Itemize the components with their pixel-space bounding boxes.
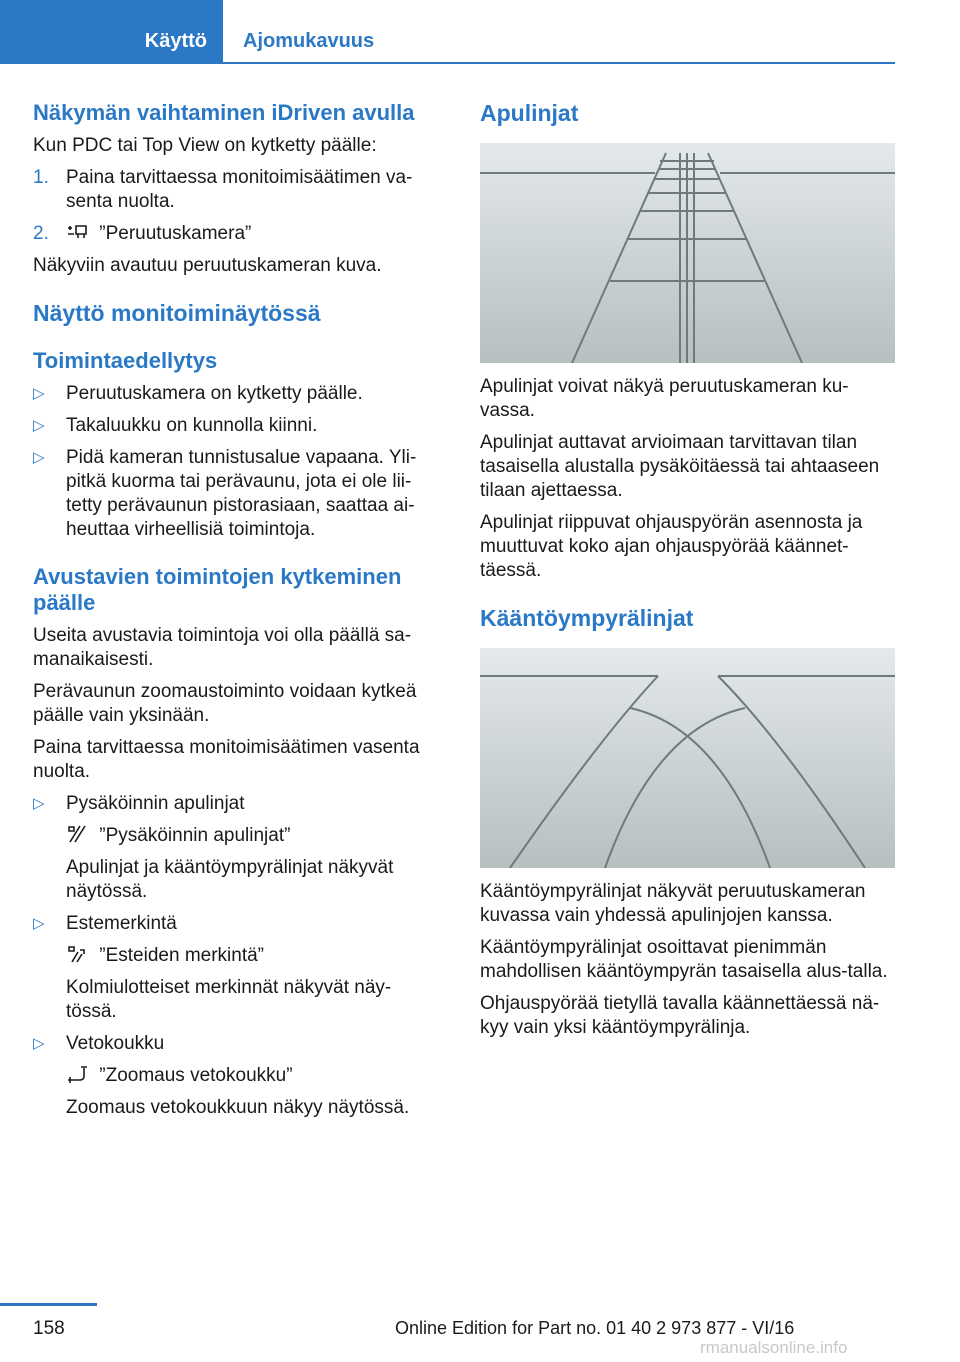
- guide-lines-paragraph-1: Apulinjat voivat näkyä peruutuskameran ku‐vassa.: [480, 376, 849, 421]
- watermark: rmanualsonline.info: [700, 1338, 848, 1357]
- step-item: [33, 166, 438, 214]
- tab-kaytto[interactable]: [0, 0, 223, 62]
- page-number: 158: [33, 1318, 65, 1339]
- left-column: [33, 100, 438, 1120]
- menu-entry: [66, 824, 438, 848]
- view-switch-steps: [33, 166, 438, 246]
- list-item: [33, 912, 438, 1024]
- obstacle-marking-icon: [66, 944, 88, 964]
- header-tabbar: [0, 0, 895, 64]
- prerequisites-list: [33, 382, 438, 542]
- section-title-guide-lines: Apulinjat: [480, 100, 579, 126]
- menu-entry-text: ”Pysäköinnin apulinjat”: [94, 825, 291, 846]
- list-item-text: Takaluukku on kunnolla kiinni.: [66, 415, 318, 436]
- turning-circle-paragraph-3: Ohjauspyörää tietyllä tavalla käännettäessä nä‐kyy vain yksi kääntöympyrälinja.: [480, 993, 880, 1038]
- list-item-desc: Zoomaus vetokoukkuun näkyy näytössä.: [66, 1097, 410, 1118]
- list-item: [33, 446, 438, 542]
- assist-paragraph-1: Useita avustavia toimintoja voi olla päällä sa‐manaikaisesti.: [33, 625, 412, 670]
- step-item: [33, 222, 438, 246]
- list-item-desc: Apulinjat ja kääntöympyrälinjat näkyvät näytössä.: [66, 857, 394, 902]
- triangle-bullet-icon: ▷: [33, 915, 45, 932]
- section-title-turning-circle: Kääntöympyrälinjat: [480, 605, 694, 631]
- tab-kaytto-label: Käyttö: [144, 30, 207, 52]
- list-item: [33, 414, 438, 438]
- section-title-assist-functions: Avustavien toimintojen kytkeminen päälle: [33, 564, 402, 615]
- assist-paragraph-3: Paina tarvittaessa monitoimisäätimen vasenta nuolta.: [33, 737, 420, 782]
- guide-lines-paragraph-3: Apulinjat riippuvat ohjauspyörän asennosta ja muuttuvat koko ajan ohjauspyörää käännet‐täessä.: [480, 512, 863, 581]
- section-title-view-switch: Näkymän vaihtaminen iDriven avulla: [33, 100, 415, 125]
- triangle-bullet-icon: ▷: [33, 417, 45, 434]
- triangle-bullet-icon: ▷: [33, 795, 45, 812]
- view-switch-intro: Kun PDC tai Top View on kytketty päälle:: [33, 135, 377, 156]
- list-item-label: Vetokoukku: [66, 1033, 165, 1054]
- view-switch-result: Näkyviin avautuu peruutuskameran kuva.: [33, 255, 382, 276]
- list-item: [33, 1032, 438, 1120]
- list-item-label: Estemerkintä: [66, 913, 177, 934]
- tow-hitch-icon: [66, 1064, 88, 1084]
- list-item-text: Peruutuskamera on kytketty päälle.: [66, 383, 363, 404]
- tab-ajomukavuus[interactable]: Ajomukavuus: [243, 30, 375, 52]
- triangle-bullet-icon: ▷: [33, 1035, 45, 1052]
- assist-paragraph-2: Perävaunun zoomaustoiminto voidaan kytkeä päälle vain yksinään.: [33, 681, 417, 726]
- assist-functions-list: [33, 792, 438, 1120]
- step-number: 2.: [33, 223, 49, 244]
- turning-circle-image: [480, 648, 895, 868]
- list-item-desc: Kolmiulotteiset merkinnät näkyvät näy‐tössä.: [66, 977, 392, 1022]
- step-text: ”Peruutuskamera”: [94, 223, 252, 244]
- triangle-bullet-icon: ▷: [33, 385, 45, 402]
- parking-lines-icon: [66, 824, 88, 844]
- footer-accent-line: [0, 1303, 97, 1306]
- right-column: [480, 100, 895, 1040]
- menu-entry: [66, 1064, 438, 1088]
- guide-lines-paragraph-2: Apulinjat auttavat arvioimaan tarvittavan tilan tasaisella alustalla pysäköitäessä tai ahtaaseen tilaan ajettaessa.: [480, 432, 880, 501]
- menu-entry-text: ”Esteiden merkintä”: [94, 945, 265, 966]
- guide-lines-image: [480, 143, 895, 363]
- list-item: [33, 792, 438, 904]
- menu-entry: [66, 944, 438, 968]
- section-title-prerequisites: Toimintaedellytys: [33, 348, 218, 373]
- edition-note: Online Edition for Part no. 01 40 2 973 877 - VI/16: [395, 1318, 795, 1338]
- turning-circle-paragraph-1: Kääntöympyrälinjat näkyvät peruutuskameran kuvassa vain yhdessä apulinjojen kanssa.: [480, 881, 866, 926]
- turning-circle-paragraph-2: Kääntöympyrälinjat osoittavat pienimmän mahdollisen kääntöympyrän tasaisella alus‐talla.: [480, 937, 888, 982]
- section-title-display: Näyttö monitoiminäytössä: [33, 300, 321, 326]
- list-item-label: Pysäköinnin apulinjat: [66, 793, 245, 814]
- step-text: Paina tarvittaessa monitoimisäätimen va‐senta nuolta.: [66, 167, 413, 212]
- list-item: [33, 382, 438, 406]
- step-number: 1.: [33, 167, 49, 188]
- triangle-bullet-icon: ▷: [33, 449, 45, 466]
- list-item-text: Pidä kameran tunnistusalue vapaana. Yli‐pitkä kuorma tai perävaunu, jota ei ole lii‐tetty perävaunun pistorasiaan, saattaa ai‐heuttaa virheellisiä toimintoja.: [66, 447, 417, 540]
- menu-entry-text: ”Zoomaus vetokoukku”: [94, 1065, 293, 1086]
- camera-icon: [66, 222, 88, 242]
